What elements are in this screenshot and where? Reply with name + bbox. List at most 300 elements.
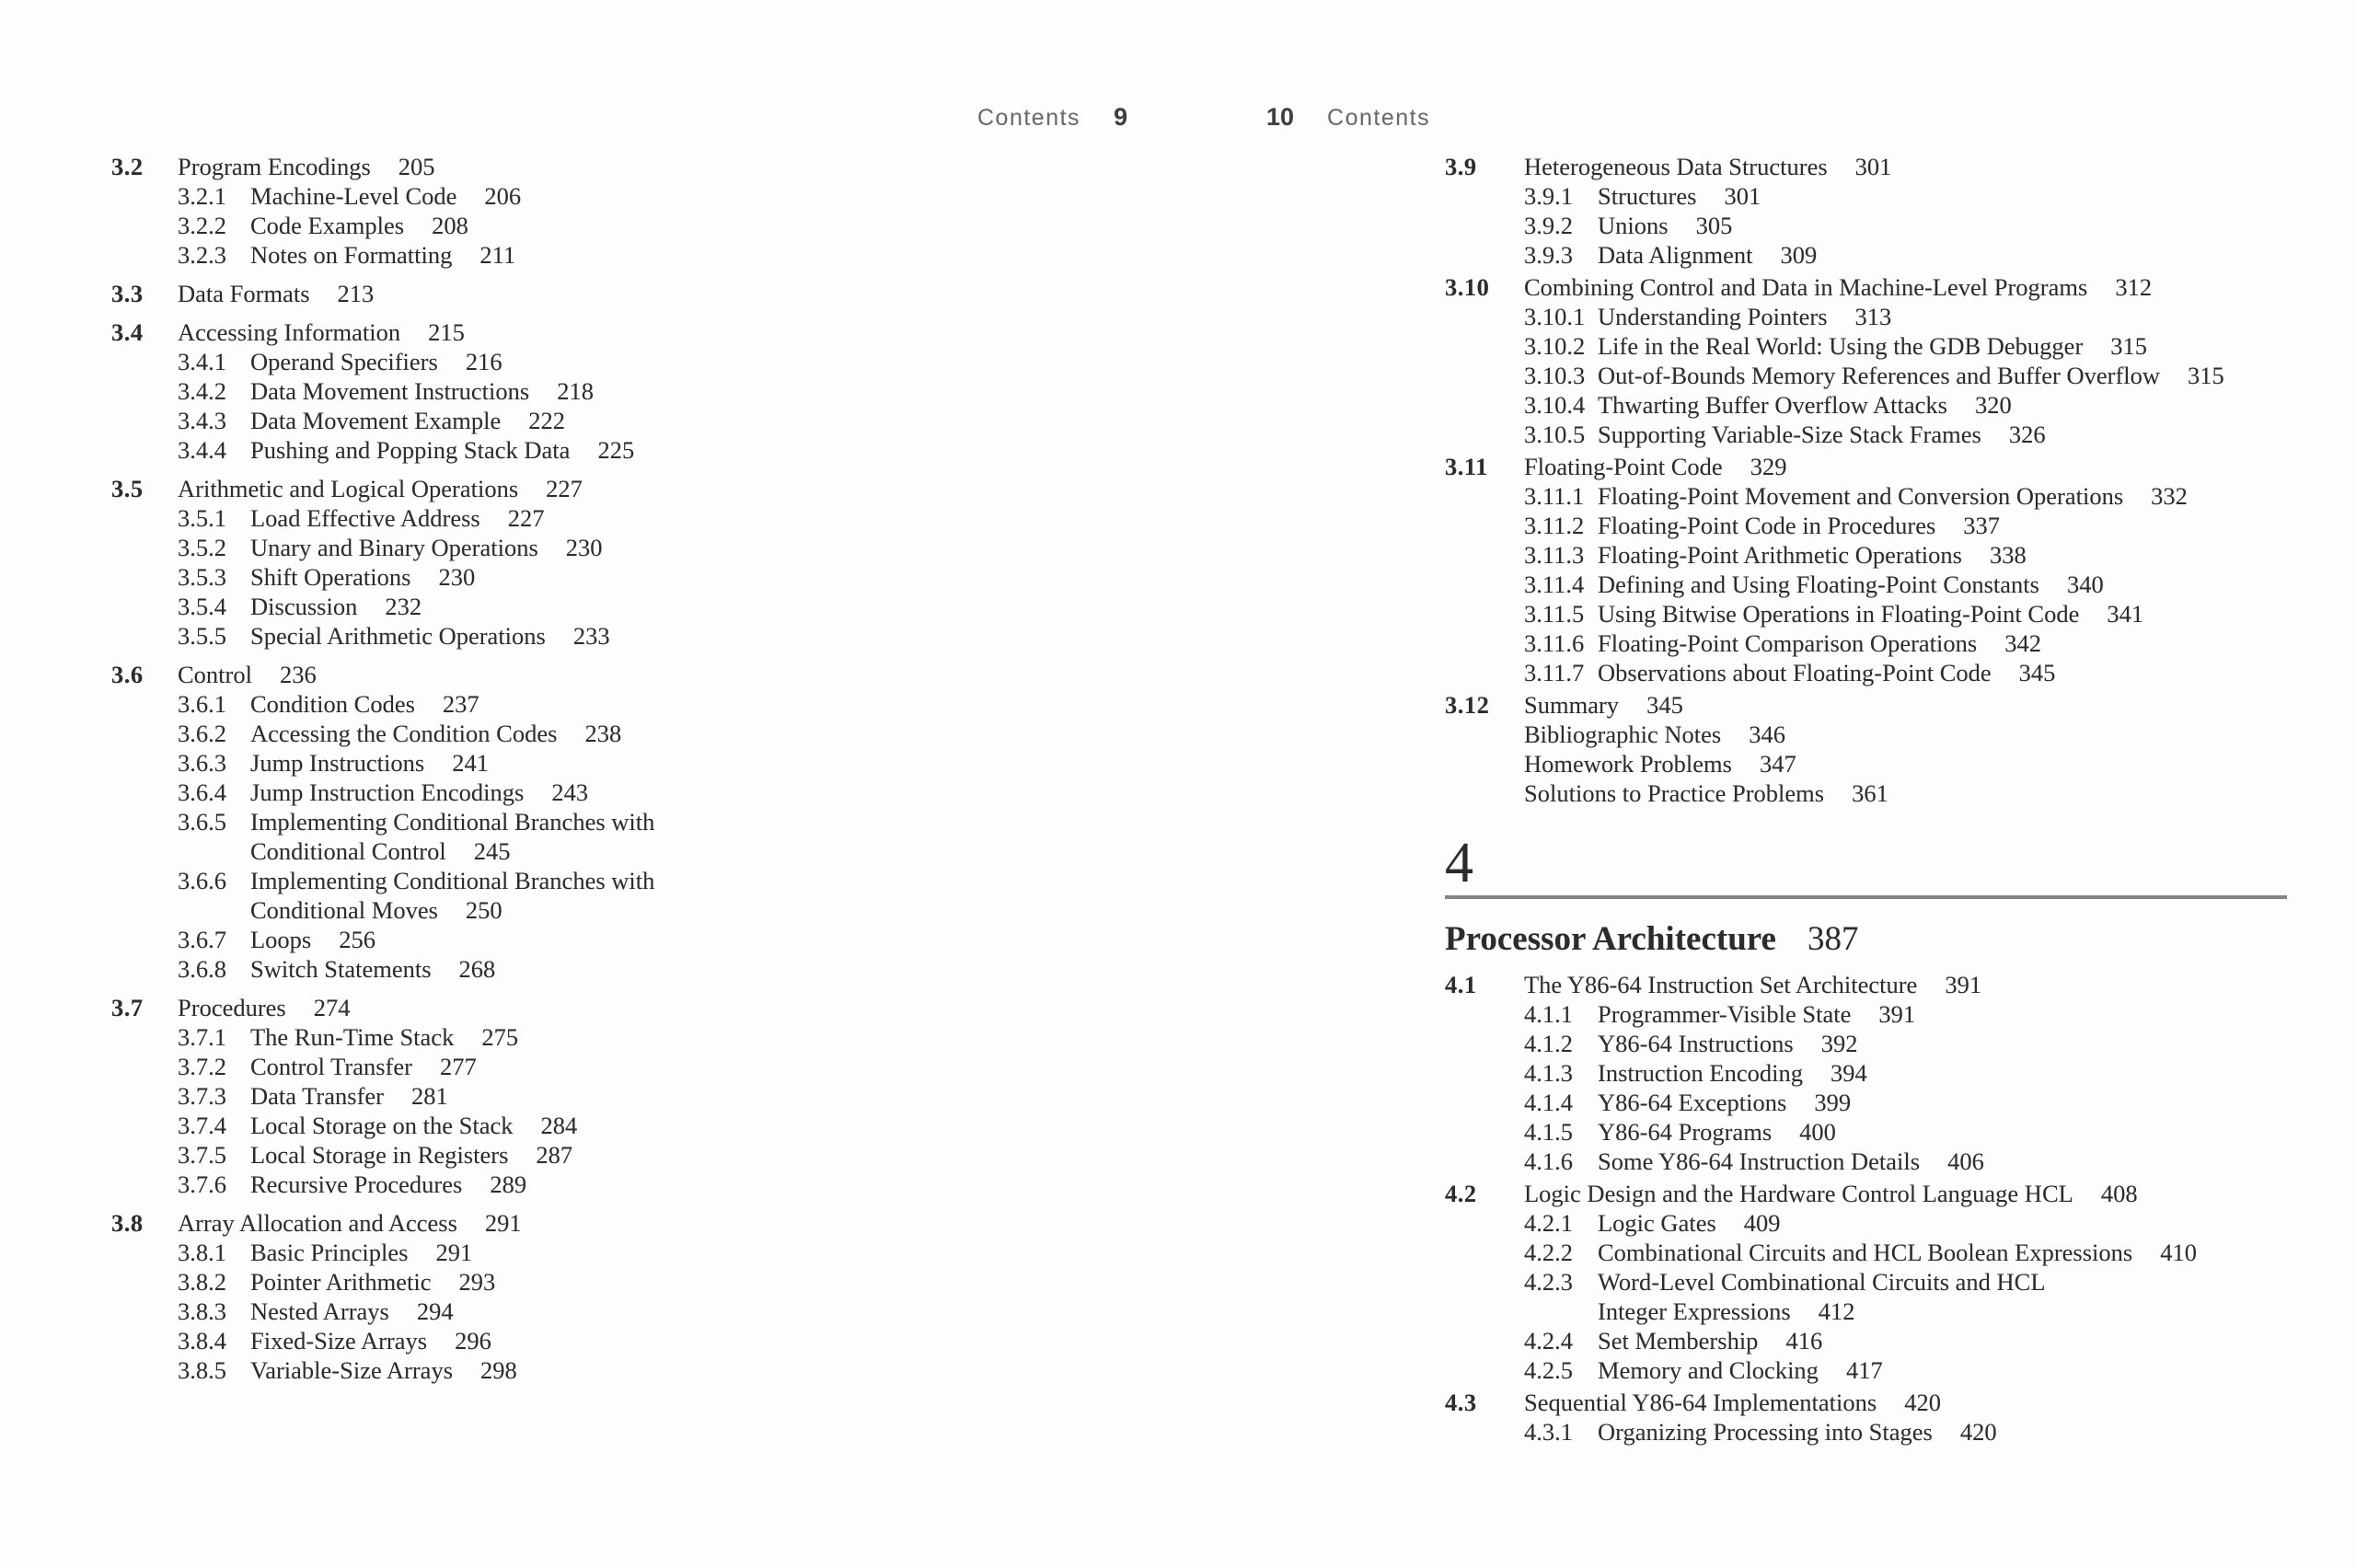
toc-subsection-row — [1445, 628, 2287, 658]
section-title: The Y86-64 Instruction Set Architecture — [1524, 971, 1918, 998]
page-ref: 338 — [1990, 541, 2027, 569]
subsection-number: 3.4.1 — [178, 348, 226, 375]
subsection-title: Unions — [1598, 212, 1669, 239]
page-ref: 391 — [1878, 1000, 1916, 1028]
page-ref: 346 — [1749, 721, 1785, 748]
running-head-left — [977, 103, 1127, 132]
toc-unnumbered-row — [1445, 749, 2287, 778]
toc-section — [1445, 690, 2287, 808]
subsection-number: 3.8.5 — [178, 1356, 226, 1384]
page-ref: 243 — [551, 778, 589, 806]
toc-subsection-row — [1445, 658, 2287, 687]
toc-subsection-continuation-row — [111, 895, 866, 925]
subsection-number: 3.5.3 — [178, 563, 226, 591]
subsection-title: Some Y86-64 Instruction Details — [1598, 1147, 1921, 1175]
toc-section-row — [111, 152, 866, 181]
toc-section-row — [1445, 452, 2287, 481]
page-ref: 227 — [507, 504, 545, 532]
subsection-number: 3.11.1 — [1524, 482, 1585, 510]
subsection-number: 3.5.5 — [178, 622, 226, 650]
page-ref: 291 — [435, 1239, 473, 1266]
subsection-title: Data Alignment — [1598, 241, 1753, 269]
subsection-title: Switch Statements — [250, 955, 432, 983]
page-ref: 205 — [398, 153, 435, 180]
subsection-title: Structures — [1598, 182, 1697, 210]
toc-subsection-row — [1445, 1267, 2287, 1297]
page-ref: 298 — [480, 1356, 517, 1384]
running-head-left-label: Contents — [977, 105, 1081, 131]
subsection-title: Variable-Size Arrays — [250, 1356, 454, 1384]
subsection-title: Fixed-Size Arrays — [250, 1327, 428, 1355]
subsection-number: 3.5.1 — [178, 504, 226, 532]
subsection-number: 4.3.1 — [1524, 1418, 1573, 1446]
section-title: Floating-Point Code — [1524, 453, 1723, 480]
toc-subsection-row — [1445, 1355, 2287, 1385]
subsection-title: The Run-Time Stack — [250, 1023, 455, 1051]
subsection-title: Set Membership — [1598, 1327, 1759, 1355]
section-title: Procedures — [178, 994, 286, 1021]
subsection-title: Discussion — [250, 593, 358, 620]
toc-subsection-row — [1445, 1117, 2287, 1147]
toc-section-row — [1445, 272, 2287, 302]
toc-column-right-page — [1445, 152, 2287, 1449]
subsection-number: 3.4.4 — [178, 436, 226, 464]
subsection-number: 3.4.3 — [178, 407, 226, 434]
toc-subsection-row — [111, 748, 866, 778]
page-ref: 409 — [1743, 1209, 1781, 1237]
subsection-number: 4.1.3 — [1524, 1059, 1573, 1087]
toc-section — [111, 279, 866, 308]
page-ref: 417 — [1845, 1356, 1883, 1384]
toc-subsection-row — [1445, 1417, 2287, 1447]
page-ref: 237 — [442, 690, 479, 718]
page-ref: 342 — [2004, 629, 2041, 657]
page-ref: 218 — [557, 377, 594, 405]
page-ref: 400 — [1799, 1118, 1836, 1146]
subsection-number: 3.4.2 — [178, 377, 226, 405]
toc-subsection-row — [1445, 420, 2287, 449]
page-ref: 329 — [1750, 453, 1787, 480]
subsection-number: 3.11.4 — [1524, 571, 1585, 598]
toc-subsection-row — [111, 347, 866, 376]
toc-section-row — [111, 474, 866, 503]
subsection-number: 4.2.2 — [1524, 1239, 1573, 1266]
subsection-number: 4.2.3 — [1524, 1268, 1573, 1296]
subsection-number: 3.6.4 — [178, 778, 226, 806]
subsection-title: Operand Specifiers — [250, 348, 438, 375]
subsection-number: 3.11.3 — [1524, 541, 1585, 569]
subsection-number: 3.7.2 — [178, 1053, 226, 1080]
toc-subsection-row — [1445, 1058, 2287, 1088]
page-ref: 309 — [1780, 241, 1818, 269]
subsection-number: 3.7.4 — [178, 1112, 226, 1139]
toc-subsection-row — [111, 778, 866, 807]
page-ref: 347 — [1759, 750, 1796, 778]
subsection-title: Special Arithmetic Operations — [250, 622, 546, 650]
toc-subsection-row — [1445, 1208, 2287, 1238]
page-ref: 332 — [2151, 482, 2188, 510]
toc-section — [111, 152, 866, 270]
section-number: 3.7 — [111, 994, 144, 1021]
page-ref: 406 — [1947, 1147, 1984, 1175]
subsection-number: 3.10.5 — [1524, 421, 1586, 448]
section-title: Accessing Information — [178, 318, 401, 346]
subsection-title: Nested Arrays — [250, 1297, 389, 1325]
subsection-number: 3.9.3 — [1524, 241, 1573, 269]
page-ref: 232 — [385, 593, 422, 620]
subsection-title: Y86-64 Programs — [1598, 1118, 1773, 1146]
page-ref: 236 — [279, 661, 317, 688]
subsection-title: Pointer Arithmetic — [250, 1268, 432, 1296]
page-ref: 289 — [490, 1170, 527, 1198]
subsection-number: 3.2.1 — [178, 182, 226, 210]
toc-subsection-row — [111, 1052, 866, 1081]
page-ref: 301 — [1724, 182, 1761, 210]
subsection-number: 3.11.7 — [1524, 659, 1585, 686]
toc-section-row — [1445, 1388, 2287, 1417]
subsection-title: Programmer-Visible State — [1598, 1000, 1852, 1028]
subsection-number: 3.10.2 — [1524, 332, 1586, 360]
toc-section — [111, 660, 866, 984]
page-ref: 233 — [572, 622, 610, 650]
subsection-title: Memory and Clocking — [1598, 1356, 1819, 1384]
toc-subsection-row — [1445, 390, 2287, 420]
page-ref: 241 — [452, 749, 489, 777]
subsection-number: 3.6.6 — [178, 867, 226, 894]
page-ref: 345 — [1646, 691, 1683, 719]
toc-section-row — [111, 1208, 866, 1238]
page-ref: 392 — [1820, 1030, 1858, 1057]
toc-subsection-continuation-row — [111, 836, 866, 866]
toc-subsection-row — [111, 1267, 866, 1297]
subsection-number: 3.8.1 — [178, 1239, 226, 1266]
subsection-title: Instruction Encoding — [1598, 1059, 1803, 1087]
page-ref: 410 — [2160, 1239, 2197, 1266]
subsection-title-continued: Integer Expressions — [1598, 1297, 1791, 1325]
toc-section-row — [1445, 690, 2287, 720]
subsection-title: Floating-Point Code in Procedures — [1598, 512, 1936, 539]
section-number: 3.11 — [1445, 453, 1488, 480]
subsection-number: 3.6.3 — [178, 749, 226, 777]
subsection-title: Pushing and Popping Stack Data — [250, 436, 571, 464]
subsection-number: 3.6.5 — [178, 808, 226, 836]
page-ref: 294 — [416, 1297, 454, 1325]
toc-subsection-row — [111, 1022, 866, 1052]
toc-subsection-row — [111, 807, 866, 836]
page-ref: 305 — [1695, 212, 1733, 239]
page-ref: 238 — [584, 720, 622, 747]
toc-subsection-row — [1445, 302, 2287, 331]
subsection-title: Y86-64 Exceptions — [1598, 1089, 1787, 1116]
toc-subsection-row — [111, 1081, 866, 1111]
section-title: Arithmetic and Logical Operations — [178, 475, 519, 502]
page-ref: 315 — [2188, 362, 2224, 389]
subsection-number: 3.10.4 — [1524, 391, 1586, 419]
subsection-number: 3.7.5 — [178, 1141, 226, 1169]
subsection-title: Shift Operations — [250, 563, 411, 591]
toc-unnumbered-row — [1445, 778, 2287, 808]
subsection-title: Control Transfer — [250, 1053, 412, 1080]
subsection-title: Floating-Point Arithmetic Operations — [1598, 541, 1962, 569]
section-number: 4.1 — [1445, 971, 1477, 998]
toc-subsection-row — [1445, 1147, 2287, 1176]
subsection-title: Floating-Point Movement and Conversion Operations — [1598, 482, 2124, 510]
subsection-number: 4.1.6 — [1524, 1147, 1573, 1175]
page-ref: 281 — [411, 1082, 448, 1110]
page-ref: 361 — [1852, 779, 1888, 807]
page-ref: 320 — [1974, 391, 2012, 419]
toc-section-row — [111, 993, 866, 1022]
subsection-title: Life in the Real World: Using the GDB Debugger — [1598, 332, 2084, 360]
subsection-number: 3.6.7 — [178, 926, 226, 953]
page-ref: 275 — [481, 1023, 519, 1051]
toc-subsection-row — [111, 1170, 866, 1199]
toc-section-row — [111, 317, 866, 347]
subsection-title-continued: Conditional Control — [250, 837, 446, 865]
toc-section-row — [1445, 152, 2287, 181]
toc-subsection-row — [111, 925, 866, 954]
chapter-title: Processor Architecture — [1445, 920, 1776, 958]
toc-subsection-row — [111, 240, 866, 270]
page-ref: 215 — [428, 318, 465, 346]
section-title: Combining Control and Data in Machine-Level Programs — [1524, 273, 2088, 301]
subsection-title: Organizing Processing into Stages — [1598, 1418, 1933, 1446]
page-ref: 256 — [339, 926, 375, 953]
page-ref: 341 — [2107, 600, 2144, 628]
unnumbered-title: Bibliographic Notes — [1524, 721, 1722, 748]
toc-subsection-row — [111, 1140, 866, 1170]
toc-subsection-row — [1445, 181, 2287, 211]
page-ref: 274 — [313, 994, 351, 1021]
page-ref: 391 — [1945, 971, 1982, 998]
page-ref: 222 — [528, 407, 566, 434]
subsection-title: Thwarting Buffer Overflow Attacks — [1598, 391, 1947, 419]
toc-section — [1445, 1179, 2287, 1385]
subsection-title-continued: Conditional Moves — [250, 896, 438, 924]
page-ref: 245 — [473, 837, 511, 865]
toc-subsection-row — [111, 1355, 866, 1385]
subsection-number: 3.10.3 — [1524, 362, 1586, 389]
toc-subsection-row — [111, 866, 866, 895]
subsection-number: 3.5.4 — [178, 593, 226, 620]
subsection-number: 3.6.1 — [178, 690, 226, 718]
subsection-number: 3.2.2 — [178, 212, 226, 239]
section-number: 3.3 — [111, 280, 144, 307]
chapter-divider — [1445, 832, 2287, 959]
subsection-title: Condition Codes — [250, 690, 415, 718]
page-ref: 268 — [458, 955, 496, 983]
unnumbered-title: Homework Problems — [1524, 750, 1732, 778]
toc-subsection-row — [111, 954, 866, 984]
page-ref: 216 — [465, 348, 502, 375]
toc-column-left-page — [111, 152, 866, 1394]
toc-section — [111, 1208, 866, 1385]
toc-section-row — [1445, 1179, 2287, 1208]
section-number: 3.5 — [111, 475, 144, 502]
chapter-page-ref: 387 — [1807, 920, 1859, 958]
page-ref: 227 — [546, 475, 583, 502]
subsection-title: Notes on Formatting — [250, 241, 453, 269]
page-ref: 420 — [1904, 1389, 1941, 1416]
page-ref: 277 — [439, 1053, 477, 1080]
subsection-title: Implementing Conditional Branches with — [250, 808, 655, 836]
page-ref: 287 — [536, 1141, 573, 1169]
page-ref: 296 — [455, 1327, 491, 1355]
subsection-number: 3.7.1 — [178, 1023, 226, 1051]
subsection-title: Y86-64 Instructions — [1598, 1030, 1794, 1057]
page-ref: 293 — [458, 1268, 496, 1296]
subsection-number: 3.9.1 — [1524, 182, 1573, 210]
subsection-title: Unary and Binary Operations — [250, 534, 538, 561]
subsection-number: 4.2.4 — [1524, 1327, 1573, 1355]
subsection-number: 3.7.3 — [178, 1082, 226, 1110]
section-number: 3.9 — [1445, 153, 1477, 180]
toc-subsection-row — [1445, 331, 2287, 361]
page-ref: 312 — [2115, 273, 2153, 301]
page-ref: 230 — [438, 563, 476, 591]
section-number: 3.10 — [1445, 273, 1490, 301]
toc-subsection-row — [111, 592, 866, 621]
subsection-title: Floating-Point Comparison Operations — [1598, 629, 1978, 657]
subsection-title: Defining and Using Floating-Point Constants — [1598, 571, 2039, 598]
subsection-title: Observations about Floating-Point Code — [1598, 659, 1992, 686]
subsection-title: Combinational Circuits and HCL Boolean Expressions — [1598, 1239, 2133, 1266]
section-title: Data Formats — [178, 280, 310, 307]
subsection-title: Out-of-Bounds Memory References and Buffer Overflow — [1598, 362, 2161, 389]
toc-unnumbered-row — [1445, 720, 2287, 749]
subsection-number: 4.2.5 — [1524, 1356, 1573, 1384]
section-number: 3.4 — [111, 318, 144, 346]
toc-subsection-row — [1445, 211, 2287, 240]
toc-section — [1445, 970, 2287, 1176]
toc-subsection-row — [111, 1326, 866, 1355]
subsection-title: Supporting Variable-Size Stack Frames — [1598, 421, 1981, 448]
toc-section-row — [111, 279, 866, 308]
subsection-title: Understanding Pointers — [1598, 303, 1828, 330]
toc-subsection-row — [1445, 1029, 2287, 1058]
page-ref: 337 — [1963, 512, 2001, 539]
toc-section — [1445, 152, 2287, 270]
subsection-number: 3.11.6 — [1524, 629, 1585, 657]
toc-subsection-row — [111, 181, 866, 211]
page-ref: 213 — [337, 280, 375, 307]
section-title: Control — [178, 661, 252, 688]
page-ref: 250 — [465, 896, 502, 924]
toc-subsection-row — [111, 562, 866, 592]
toc-subsection-row — [111, 533, 866, 562]
toc-section — [111, 993, 866, 1199]
subsection-title: Logic Gates — [1598, 1209, 1716, 1237]
page-ref: 208 — [432, 212, 468, 239]
page-ref: 315 — [2110, 332, 2148, 360]
page-ref: 313 — [1854, 303, 1892, 330]
section-title: Summary — [1524, 691, 1620, 719]
chapter-rule — [1445, 895, 2287, 899]
toc-section — [1445, 452, 2287, 687]
page-ref: 345 — [2018, 659, 2056, 686]
section-number: 3.12 — [1445, 691, 1490, 719]
subsection-number: 3.7.6 — [178, 1170, 226, 1198]
subsection-title: Data Movement Instructions — [250, 377, 530, 405]
toc-section-row — [111, 660, 866, 689]
toc-subsection-row — [1445, 511, 2287, 540]
chapter-title-row — [1445, 919, 2287, 959]
subsection-number: 3.10.1 — [1524, 303, 1586, 330]
page-ref: 394 — [1831, 1059, 1867, 1087]
section-title: Array Allocation and Access — [178, 1209, 457, 1237]
toc-subsection-row — [111, 719, 866, 748]
section-title: Logic Design and the Hardware Control Language HCL — [1524, 1180, 2073, 1207]
page-ref: 340 — [2066, 571, 2104, 598]
toc-subsection-row — [111, 1111, 866, 1140]
toc-subsection-row — [111, 689, 866, 719]
toc-subsection-row — [1445, 1238, 2287, 1267]
subsection-number: 3.2.3 — [178, 241, 226, 269]
toc-section — [1445, 1388, 2287, 1447]
section-number: 4.2 — [1445, 1180, 1477, 1207]
subsection-title: Data Transfer — [250, 1082, 384, 1110]
toc-subsection-row — [1445, 361, 2287, 390]
subsection-number: 3.9.2 — [1524, 212, 1573, 239]
toc-subsection-row — [111, 435, 866, 465]
toc-subsection-row — [1445, 599, 2287, 628]
toc-subsection-row — [111, 621, 866, 651]
section-number: 3.2 — [111, 153, 144, 180]
page-ref: 420 — [1959, 1418, 1997, 1446]
subsection-number: 4.1.1 — [1524, 1000, 1573, 1028]
toc-section — [111, 474, 866, 651]
subsection-title: Code Examples — [250, 212, 405, 239]
toc-subsection-row — [111, 406, 866, 435]
section-number: 3.8 — [111, 1209, 144, 1237]
page-ref: 412 — [1818, 1297, 1855, 1325]
toc-section — [1445, 272, 2287, 449]
subsection-title: Implementing Conditional Branches with — [250, 867, 655, 894]
subsection-title: Local Storage on the Stack — [250, 1112, 514, 1139]
unnumbered-title: Solutions to Practice Problems — [1524, 779, 1825, 807]
page-ref: 284 — [540, 1112, 578, 1139]
running-head-right-label: Contents — [1327, 105, 1431, 131]
subsection-number: 3.6.2 — [178, 720, 226, 747]
subsection-title: Data Movement Example — [250, 407, 502, 434]
subsection-title: Using Bitwise Operations in Floating-Point Code — [1598, 600, 2080, 628]
page-ref: 408 — [2100, 1180, 2138, 1207]
page-ref: 301 — [1854, 153, 1892, 180]
running-head-right — [1266, 103, 1430, 132]
page-folio-right: 10 — [1266, 103, 1295, 131]
toc-subsection-row — [111, 211, 866, 240]
toc-subsection-row — [1445, 540, 2287, 570]
subsection-number: 3.11.5 — [1524, 600, 1585, 628]
subsection-title: Word-Level Combinational Circuits and HCL — [1598, 1268, 2046, 1296]
page-ref: 230 — [565, 534, 603, 561]
toc-subsection-row — [1445, 1088, 2287, 1117]
subsection-number: 4.1.2 — [1524, 1030, 1573, 1057]
toc-section-row — [1445, 970, 2287, 999]
subsection-title: Local Storage in Registers — [250, 1141, 509, 1169]
page-ref: 416 — [1785, 1327, 1823, 1355]
section-title: Sequential Y86-64 Implementations — [1524, 1389, 1877, 1416]
subsection-title: Machine-Level Code — [250, 182, 457, 210]
toc-subsection-row — [1445, 240, 2287, 270]
toc-subsection-row — [111, 1238, 866, 1267]
subsection-title: Basic Principles — [250, 1239, 409, 1266]
subsection-title: Jump Instruction Encodings — [250, 778, 525, 806]
chapter-number: 4 — [1445, 832, 1473, 894]
section-title: Program Encodings — [178, 153, 371, 180]
subsection-number: 3.8.4 — [178, 1327, 226, 1355]
toc-subsection-row — [1445, 1326, 2287, 1355]
